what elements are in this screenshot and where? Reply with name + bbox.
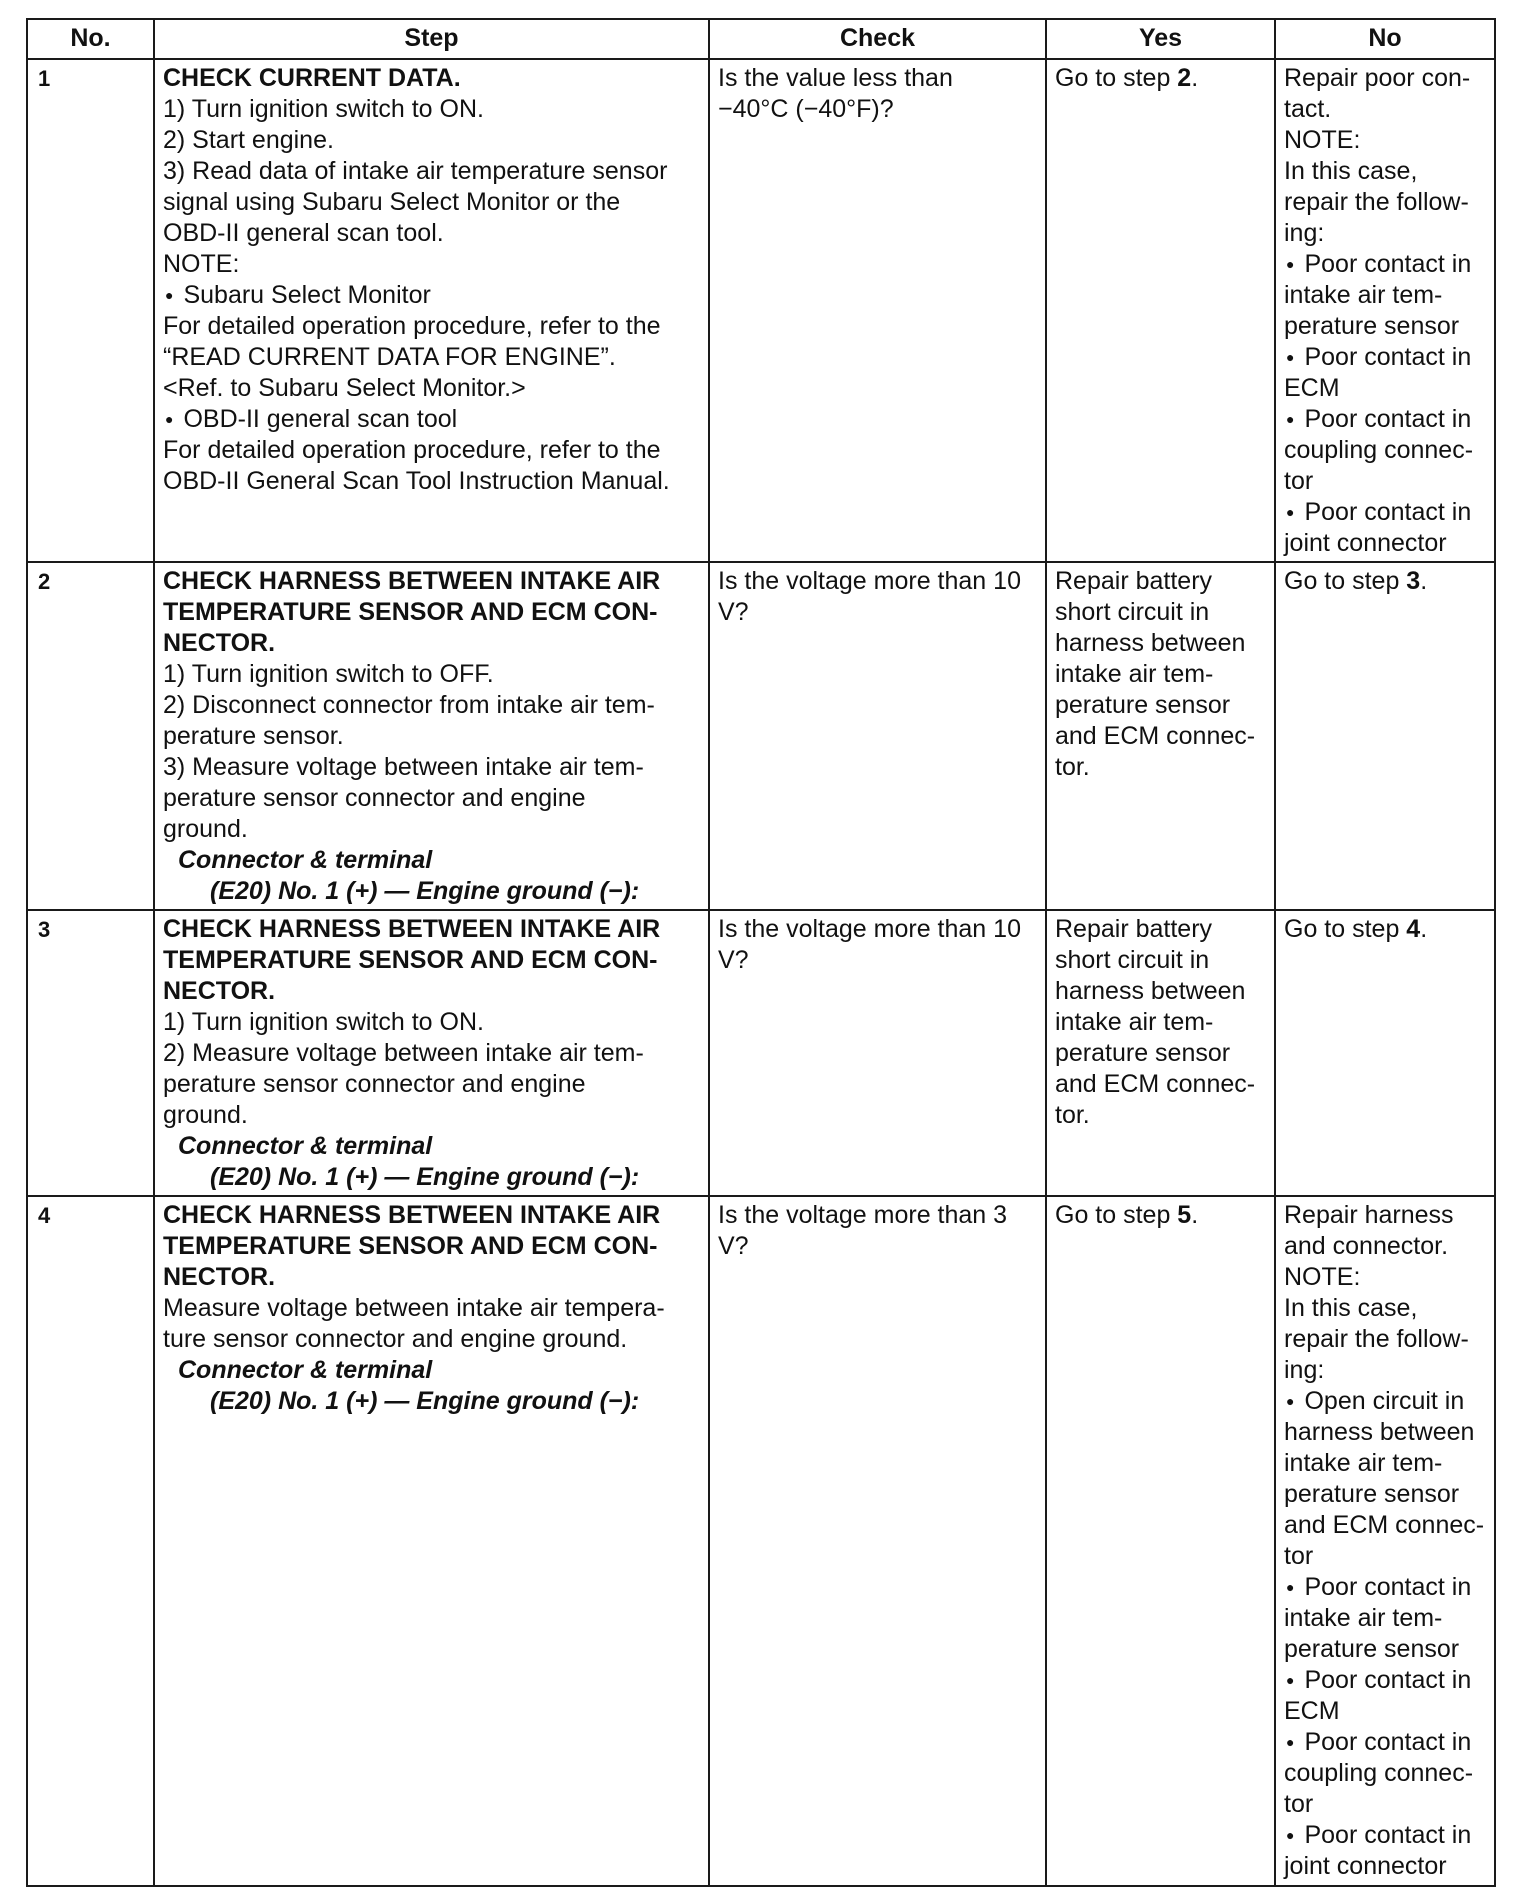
- line-text: Subaru Select Monitor: [183, 281, 431, 309]
- line-text: Repair harness: [1284, 1201, 1454, 1229]
- line-text: harness between: [1055, 977, 1246, 1005]
- bullet-icon: [1284, 250, 1304, 278]
- line-text: tor.: [1055, 753, 1090, 781]
- step-cell-line: [163, 249, 700, 280]
- line-text: intake air tem-: [1284, 281, 1443, 309]
- no-cell-result-line: [1284, 1479, 1486, 1510]
- step-cell-line: [163, 466, 700, 497]
- check-cell-line: Is the voltage more than 10: [718, 915, 1021, 943]
- bullet-icon: [1284, 1821, 1304, 1849]
- no-cell-result-line: [1284, 435, 1486, 466]
- line-text: repair the follow-: [1284, 1325, 1469, 1353]
- line-text: NECTOR.: [163, 629, 276, 657]
- step-cell-line: [163, 597, 700, 628]
- line-text: perature sensor.: [163, 722, 344, 750]
- check-cell-line: V?: [718, 598, 749, 626]
- no-cell-result-line: [1284, 156, 1486, 187]
- check-cell-line: Is the voltage more than 10: [718, 567, 1021, 595]
- yes-cell-line: [1055, 690, 1266, 721]
- line-suffix: .: [1420, 915, 1428, 943]
- no-cell-result-line: [1284, 218, 1486, 249]
- yes-cell-line: [1055, 945, 1266, 976]
- step-cell-line: [163, 945, 700, 976]
- step-cell-line: [163, 752, 700, 783]
- no-cell-result-line: [1284, 1758, 1486, 1789]
- line-text: Open circuit in: [1304, 1387, 1465, 1415]
- line-text: CHECK CURRENT DATA.: [163, 64, 461, 92]
- line-text: ing:: [1284, 1356, 1325, 1384]
- line-text: Poor contact in: [1304, 1573, 1472, 1601]
- line-suffix: .: [1191, 64, 1199, 92]
- line-text: Poor contact in: [1304, 498, 1472, 526]
- no-cell-result-line: [1284, 1634, 1486, 1665]
- line-text: Connector & terminal: [178, 1132, 433, 1160]
- check-cell-line: V?: [718, 946, 749, 974]
- line-text: tor: [1284, 1542, 1314, 1570]
- line-text: NOTE:: [1284, 126, 1361, 154]
- step-reference: 5: [1177, 1201, 1192, 1229]
- step-cell: [154, 1196, 709, 1886]
- line-text: 2) Start engine.: [163, 126, 334, 154]
- table-body: [27, 59, 1495, 1886]
- no-cell-result-line: [1284, 373, 1486, 404]
- line-text: Repair battery: [1055, 567, 1213, 595]
- no-cell-result-line: [1284, 1851, 1486, 1882]
- no-cell-result-line: [1284, 311, 1486, 342]
- no-cell-result-line: [1284, 1541, 1486, 1572]
- line-text: Poor contact in: [1304, 1821, 1472, 1849]
- no-cell-result-line: [1284, 94, 1486, 125]
- line-text: 3) Read data of intake air temperature sensor: [163, 157, 668, 185]
- yes-cell-line: [1055, 721, 1266, 752]
- step-cell-line: [163, 1038, 700, 1069]
- line-text: In this case,: [1284, 157, 1418, 185]
- line-text: TEMPERATURE SENSOR AND ECM CON-: [163, 598, 658, 626]
- line-text: perature sensor: [1284, 312, 1460, 340]
- no-cell-result-line: [1284, 125, 1486, 156]
- yes-cell-line: [1055, 1200, 1266, 1231]
- table-row: [27, 1196, 1495, 1886]
- line-text: OBD-II general scan tool.: [163, 219, 444, 247]
- no-cell-result-line: [1284, 466, 1486, 497]
- line-text: perature sensor connector and engine: [163, 784, 586, 812]
- line-text: <Ref. to Subaru Select Monitor.>: [163, 374, 526, 402]
- step-cell-line: [163, 1162, 700, 1193]
- step-cell-line: [163, 845, 700, 876]
- line-text: 2) Measure voltage between intake air tem-: [163, 1039, 644, 1067]
- step-cell: [154, 59, 709, 562]
- line-text: and ECM connec-: [1284, 1511, 1485, 1539]
- check-cell-line: V?: [718, 1232, 749, 1260]
- no-cell-result: [1275, 1196, 1495, 1886]
- bullet-icon: [1284, 1666, 1304, 1694]
- line-text: OBD-II general scan tool: [183, 405, 458, 433]
- line-text: In this case,: [1284, 1294, 1418, 1322]
- line-text: 2) Disconnect connector from intake air tem-: [163, 691, 655, 719]
- no-cell-result-line: [1284, 342, 1486, 373]
- step-cell-line: [163, 187, 700, 218]
- no-cell-result-line: [1284, 187, 1486, 218]
- yes-cell-line: [1055, 1038, 1266, 1069]
- table-header-row: [27, 19, 1495, 59]
- line-text: TEMPERATURE SENSOR AND ECM CON-: [163, 946, 658, 974]
- header-check: Check: [709, 19, 1046, 59]
- step-cell-line: [163, 1100, 700, 1131]
- step-cell-line: [163, 721, 700, 752]
- line-text: (E20) No. 1 (+) — Engine ground (−):: [210, 1163, 640, 1191]
- line-text: perature sensor connector and engine: [163, 1070, 586, 1098]
- line-text: harness between: [1055, 629, 1246, 657]
- no-cell-result-line: [1284, 566, 1486, 597]
- step-cell-line: [163, 976, 700, 1007]
- line-text: tor: [1284, 1790, 1314, 1818]
- header-no: No.: [27, 19, 154, 59]
- line-text: For detailed operation procedure, refer to the: [163, 312, 661, 340]
- step-cell: [154, 562, 709, 910]
- line-text: 1) Turn ignition switch to ON.: [163, 95, 484, 123]
- step-cell-line: [163, 690, 700, 721]
- step-cell-line: [163, 1262, 700, 1293]
- no-cell-result-line: [1284, 1262, 1486, 1293]
- step-cell-line: [163, 628, 700, 659]
- header-yes: Yes: [1046, 19, 1275, 59]
- line-text: CHECK HARNESS BETWEEN INTAKE AIR: [163, 1201, 661, 1229]
- check-cell: [709, 910, 1046, 1196]
- no-cell-result-line: [1284, 1510, 1486, 1541]
- no-cell-result-line: [1284, 1231, 1486, 1262]
- step-cell-line: [163, 1355, 700, 1386]
- no-cell-result-line: [1284, 1200, 1486, 1231]
- no-cell-result-line: [1284, 63, 1486, 94]
- line-text: perature sensor: [1055, 1039, 1231, 1067]
- line-text: Poor contact in: [1304, 405, 1472, 433]
- line-text: ground.: [163, 815, 248, 843]
- yes-cell: [1046, 562, 1275, 910]
- no-cell-result-line: [1284, 1417, 1486, 1448]
- bullet-icon: [163, 281, 183, 309]
- yes-cell: [1046, 1196, 1275, 1886]
- yes-cell-line: [1055, 1100, 1266, 1131]
- line-text: coupling connec-: [1284, 1759, 1474, 1787]
- no-cell-result: [1275, 562, 1495, 910]
- line-text: joint connector: [1284, 529, 1447, 557]
- check-cell: [709, 59, 1046, 562]
- line-text: Poor contact in: [1304, 1728, 1472, 1756]
- no-cell-result-line: [1284, 249, 1486, 280]
- diagnostic-table: [26, 18, 1496, 1887]
- yes-cell: [1046, 59, 1275, 562]
- step-reference: 4: [1406, 915, 1421, 943]
- yes-cell-line: [1055, 914, 1266, 945]
- line-text: (E20) No. 1 (+) — Engine ground (−):: [210, 1387, 640, 1415]
- step-cell-line: [163, 125, 700, 156]
- step-cell-line: [163, 1131, 700, 1162]
- step-cell-line: [163, 566, 700, 597]
- header-step: Step: [154, 19, 709, 59]
- bullet-icon: [1284, 405, 1304, 433]
- step-cell-line: [163, 404, 700, 435]
- table-row: [27, 59, 1495, 562]
- bullet-icon: [1284, 1387, 1304, 1415]
- line-text: ECM: [1284, 1697, 1340, 1725]
- line-text: intake air tem-: [1284, 1604, 1443, 1632]
- step-cell-line: [163, 280, 700, 311]
- no-cell-result-line: [1284, 1665, 1486, 1696]
- line-text: NOTE:: [1284, 1263, 1361, 1291]
- line-text: ground.: [163, 1101, 248, 1129]
- line-text: Connector & terminal: [178, 846, 433, 874]
- step-cell-line: [163, 1069, 700, 1100]
- line-text: TEMPERATURE SENSOR AND ECM CON-: [163, 1232, 658, 1260]
- line-text: signal using Subaru Select Monitor or the: [163, 188, 621, 216]
- line-text: repair the follow-: [1284, 188, 1469, 216]
- line-text: Go to step: [1055, 64, 1178, 92]
- no-cell-result: [1275, 59, 1495, 562]
- step-number: 2: [27, 562, 154, 910]
- line-text: short circuit in: [1055, 946, 1210, 974]
- yes-cell-line: [1055, 597, 1266, 628]
- line-text: tor.: [1055, 1101, 1090, 1129]
- no-cell-result-line: [1284, 1355, 1486, 1386]
- yes-cell-line: [1055, 752, 1266, 783]
- yes-cell: [1046, 910, 1275, 1196]
- step-cell-line: [163, 342, 700, 373]
- step-cell-line: [163, 373, 700, 404]
- line-text: perature sensor: [1055, 691, 1231, 719]
- no-cell-result-line: [1284, 1324, 1486, 1355]
- line-text: CHECK HARNESS BETWEEN INTAKE AIR: [163, 915, 661, 943]
- line-text: Repair battery: [1055, 915, 1213, 943]
- yes-cell-line: [1055, 976, 1266, 1007]
- yes-cell-line: [1055, 1007, 1266, 1038]
- line-text: Poor contact in: [1304, 250, 1472, 278]
- step-cell: [154, 910, 709, 1196]
- line-text: NECTOR.: [163, 977, 276, 1005]
- no-cell-result-line: [1284, 528, 1486, 559]
- bullet-icon: [1284, 1573, 1304, 1601]
- step-cell-line: [163, 63, 700, 94]
- line-text: intake air tem-: [1055, 660, 1214, 688]
- line-text: CHECK HARNESS BETWEEN INTAKE AIR: [163, 567, 661, 595]
- line-text: Measure voltage between intake air tempera-: [163, 1294, 665, 1322]
- line-text: 1) Turn ignition switch to OFF.: [163, 660, 494, 688]
- line-text: Poor contact in: [1304, 343, 1472, 371]
- step-cell-line: [163, 218, 700, 249]
- line-text: tact.: [1284, 95, 1332, 123]
- step-cell-line: [163, 311, 700, 342]
- no-cell-result-line: [1284, 497, 1486, 528]
- bullet-icon: [1284, 498, 1304, 526]
- step-cell-line: [163, 814, 700, 845]
- step-reference: 3: [1406, 567, 1421, 595]
- check-cell-line: −40°C (−40°F)?: [718, 95, 894, 123]
- step-number: 4: [27, 1196, 154, 1886]
- no-cell-result-line: [1284, 1603, 1486, 1634]
- no-cell-result-line: [1284, 1386, 1486, 1417]
- line-text: Repair poor con-: [1284, 64, 1471, 92]
- line-text: NECTOR.: [163, 1263, 276, 1291]
- no-cell-result-line: [1284, 1696, 1486, 1727]
- step-cell-line: [163, 1386, 700, 1417]
- line-text: coupling connec-: [1284, 436, 1474, 464]
- no-cell-result-line: [1284, 280, 1486, 311]
- table-row: [27, 562, 1495, 910]
- no-cell-result-line: [1284, 1820, 1486, 1851]
- step-cell-line: [163, 1007, 700, 1038]
- step-reference: 2: [1177, 64, 1192, 92]
- header-no-result: No: [1275, 19, 1495, 59]
- line-text: joint connector: [1284, 1852, 1447, 1880]
- no-cell-result-line: [1284, 1789, 1486, 1820]
- step-cell-line: [163, 435, 700, 466]
- check-cell: [709, 1196, 1046, 1886]
- step-cell-line: [163, 156, 700, 187]
- step-cell-line: [163, 783, 700, 814]
- line-text: short circuit in: [1055, 598, 1210, 626]
- no-cell-result-line: [1284, 1293, 1486, 1324]
- line-suffix: .: [1191, 1201, 1199, 1229]
- line-text: OBD-II General Scan Tool Instruction Manual.: [163, 467, 670, 495]
- step-cell-line: [163, 1293, 700, 1324]
- line-text: NOTE:: [163, 250, 240, 278]
- line-text: intake air tem-: [1055, 1008, 1214, 1036]
- line-text: “READ CURRENT DATA FOR ENGINE”.: [163, 343, 616, 371]
- line-text: harness between: [1284, 1418, 1475, 1446]
- line-text: and connector.: [1284, 1232, 1449, 1260]
- line-text: For detailed operation procedure, refer to the: [163, 436, 661, 464]
- step-cell-line: [163, 1324, 700, 1355]
- yes-cell-line: [1055, 628, 1266, 659]
- step-cell-line: [163, 1231, 700, 1262]
- check-cell: [709, 562, 1046, 910]
- step-number: 3: [27, 910, 154, 1196]
- yes-cell-line: [1055, 659, 1266, 690]
- line-text: 3) Measure voltage between intake air tem-: [163, 753, 644, 781]
- bullet-icon: [1284, 343, 1304, 371]
- no-cell-result-line: [1284, 1727, 1486, 1758]
- bullet-icon: [1284, 1728, 1304, 1756]
- step-cell-line: [163, 94, 700, 125]
- line-text: and ECM connec-: [1055, 1070, 1256, 1098]
- line-text: Poor contact in: [1304, 1666, 1472, 1694]
- line-text: Go to step: [1284, 567, 1407, 595]
- no-cell-result-line: [1284, 914, 1486, 945]
- line-text: perature sensor: [1284, 1480, 1460, 1508]
- line-text: Go to step: [1055, 1201, 1178, 1229]
- step-cell-line: [163, 659, 700, 690]
- line-text: 1) Turn ignition switch to ON.: [163, 1008, 484, 1036]
- table-row: [27, 910, 1495, 1196]
- line-text: tor: [1284, 467, 1314, 495]
- line-text: intake air tem-: [1284, 1449, 1443, 1477]
- no-cell-result-line: [1284, 1572, 1486, 1603]
- line-text: ing:: [1284, 219, 1325, 247]
- no-cell-result: [1275, 910, 1495, 1196]
- line-text: Connector & terminal: [178, 1356, 433, 1384]
- no-cell-result-line: [1284, 404, 1486, 435]
- step-cell-line: [163, 876, 700, 907]
- line-text: (E20) No. 1 (+) — Engine ground (−):: [210, 877, 640, 905]
- line-text: ture sensor connector and engine ground.: [163, 1325, 628, 1353]
- line-text: and ECM connec-: [1055, 722, 1256, 750]
- bullet-icon: [163, 405, 183, 433]
- yes-cell-line: [1055, 63, 1266, 94]
- no-cell-result-line: [1284, 1448, 1486, 1479]
- check-cell-line: Is the value less than: [718, 64, 953, 92]
- step-cell-line: [163, 914, 700, 945]
- check-cell-line: Is the voltage more than 3: [718, 1201, 1008, 1229]
- line-suffix: .: [1420, 567, 1428, 595]
- step-number: 1: [27, 59, 154, 562]
- yes-cell-line: [1055, 566, 1266, 597]
- yes-cell-line: [1055, 1069, 1266, 1100]
- step-cell-line: [163, 1200, 700, 1231]
- line-text: ECM: [1284, 374, 1340, 402]
- line-text: perature sensor: [1284, 1635, 1460, 1663]
- line-text: Go to step: [1284, 915, 1407, 943]
